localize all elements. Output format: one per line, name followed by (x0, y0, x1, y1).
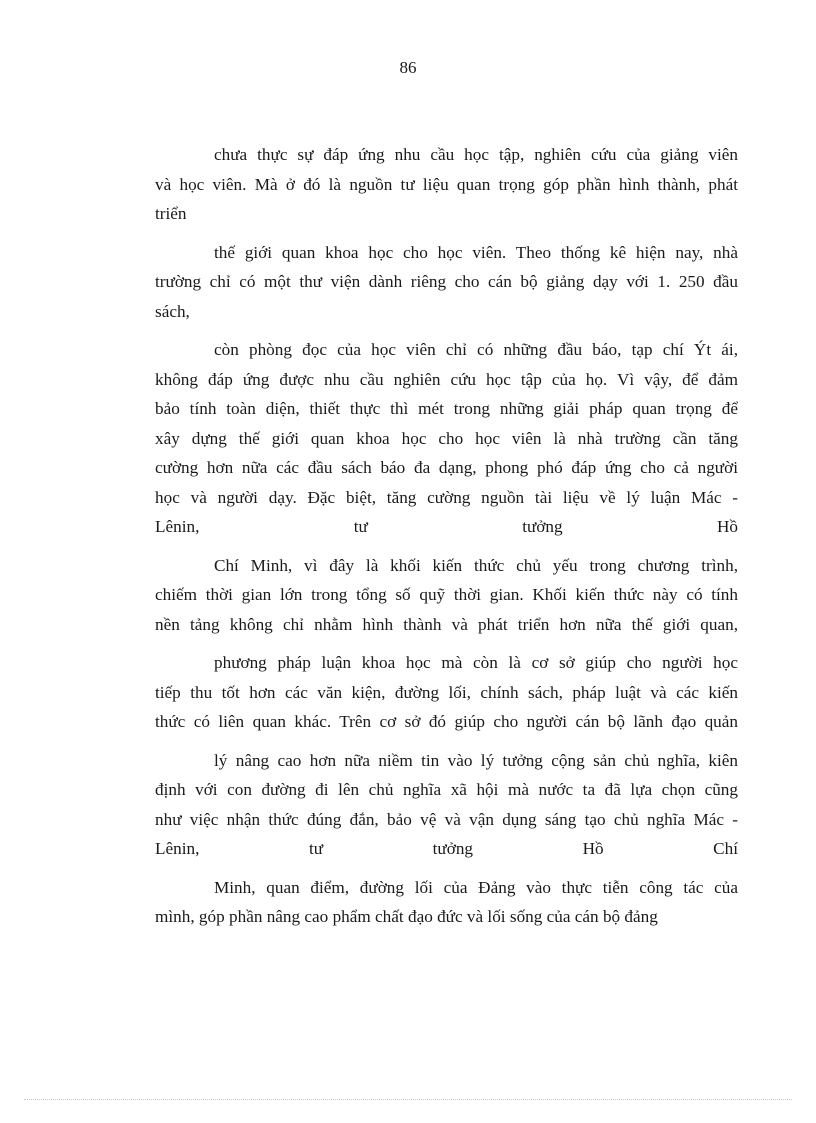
text-line: và học viên. Mà ở đó là nguồn tư liệu quan trọng góp phần hình thành, phát (155, 174, 738, 194)
text-line: Lênin, tư tưởng Hồ (155, 517, 738, 536)
text-line: phương pháp luận khoa học mà còn là cơ sở giúp cho người học (214, 653, 738, 672)
text-line: định với con đường đi lên chủ nghĩa xã hội mà nước ta đã lựa chọn cũng (155, 780, 738, 799)
document-body (155, 140, 738, 941)
paragraph-7 (155, 873, 738, 932)
paragraph-5 (155, 648, 738, 737)
text-line: Lênin, tư tưởng Hồ Chí (155, 839, 738, 858)
paragraph-2 (155, 238, 738, 327)
text-line: xây dựng thế giới quan khoa học cho học viên là nhà trường cần tăng (155, 428, 738, 448)
text-line: cường hơn nữa các đầu sách báo đa dạng, phong phó đáp ứng cho cả người (155, 458, 738, 477)
text-line: trường chỉ có một thư viện dành riêng cho cán bộ giảng dạy với 1. 250 đầu (155, 272, 738, 291)
text-line: lý nâng cao hơn nữa niềm tin vào lý tưởng cộng sản chủ nghĩa, kiên (214, 750, 738, 770)
text-line: tiếp thu tốt hơn các văn kiện, đường lối, chính sách, pháp luật và các kiến (155, 682, 738, 702)
text-line: bảo tính toàn diện, thiết thực thì mét trong những giải pháp quan trọng để (155, 399, 738, 418)
text-line: sách, (155, 301, 190, 321)
paragraph-3 (155, 335, 738, 542)
text-line: còn phòng đọc của học viên chỉ có những đầu báo, tạp chí Ýt ái, (214, 340, 738, 359)
text-line: triển (155, 204, 187, 223)
text-line: như việc nhận thức đúng đắn, bảo vệ và vận dụng sáng tạo chủ nghĩa Mác - (155, 809, 738, 829)
text-line: mình, góp phần nâng cao phẩm chất đạo đức và lối sống của cán bộ đảng (155, 907, 658, 926)
paragraph-4 (155, 551, 738, 640)
page-number: 86 (399, 58, 417, 77)
text-line: nền tảng không chỉ nhằm hình thành và phát triển hơn nữa thế giới quan, (155, 614, 738, 634)
text-line: thức có liên quan khác. Trên cơ sở đó giúp cho người cán bộ lãnh đạo quản (155, 712, 738, 731)
text-line: chiếm thời gian lớn trong tổng số quỹ thời gian. Khối kiến thức này có tính (155, 585, 738, 604)
paragraph-1 (155, 140, 738, 229)
text-line: chưa thực sự đáp ứng nhu cầu học tập, nghiên cứu của giảng viên (214, 145, 738, 164)
text-line: học và người dạy. Đặc biệt, tăng cường nguồn tài liệu về lý luận Mác - (155, 487, 738, 507)
text-line: thế giới quan khoa học cho học viên. Theo thống kê hiện nay, nhà (214, 242, 738, 262)
text-line: Minh, quan điểm, đường lối của Đảng vào thực tiễn công tác của (214, 877, 738, 897)
text-line: Chí Minh, vì đây là khối kiến thức chủ yếu trong chương trình, (214, 555, 738, 575)
text-line: không đáp ứng được nhu cầu nghiên cứu học tập của họ. Vì vậy, để đảm (155, 369, 738, 389)
paragraph-6 (155, 746, 738, 864)
page-bottom-divider (24, 1099, 792, 1100)
